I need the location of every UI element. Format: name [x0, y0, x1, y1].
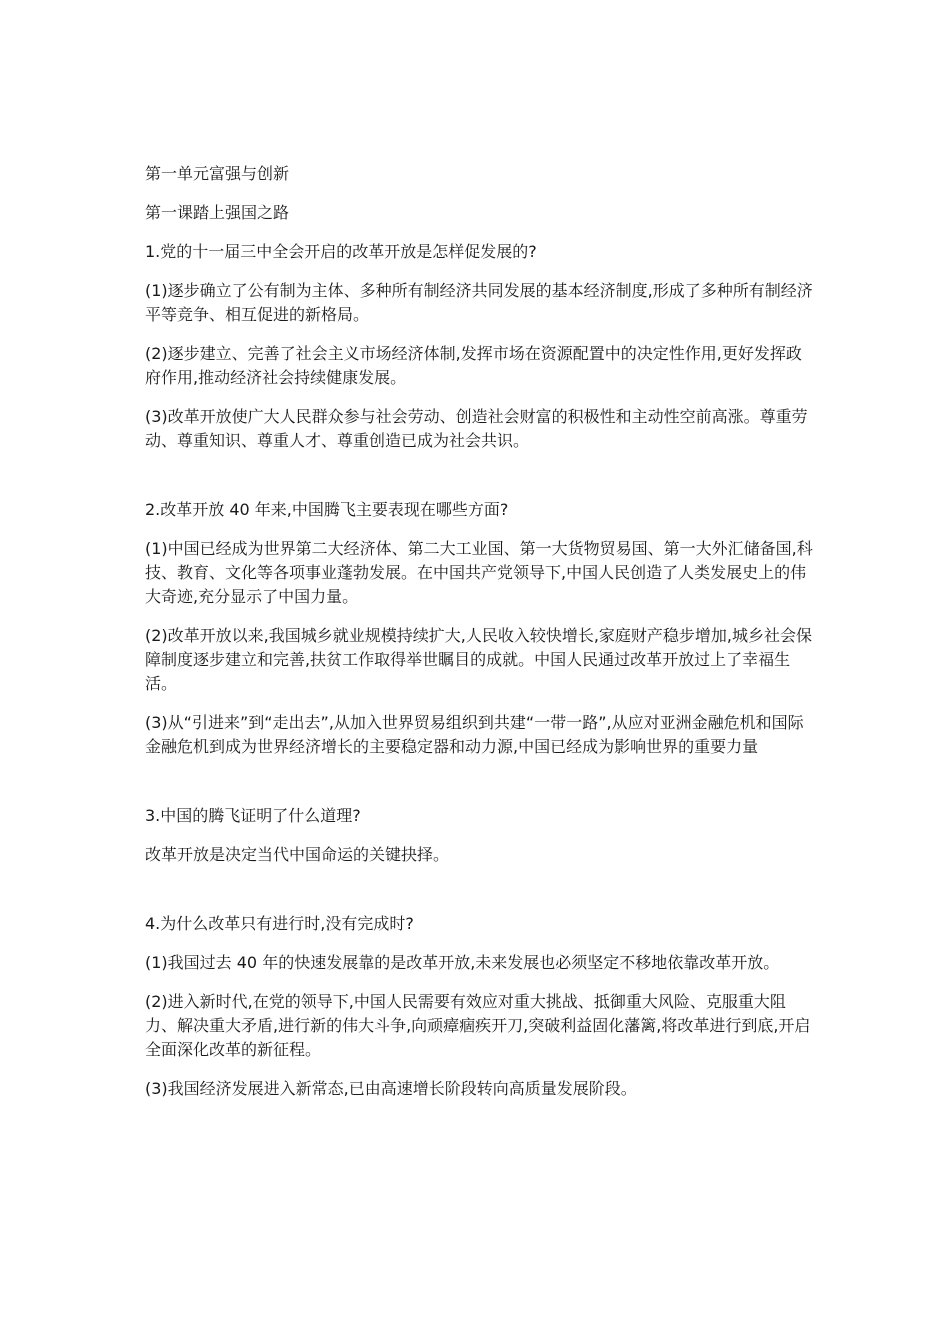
section-gap: [145, 882, 813, 912]
section-gap: [145, 774, 813, 804]
answer-2-2: (2)改革开放以来,我国城乡就业规模持续扩大,人民收入较快增长,家庭财产稳步增加,城乡社会保障制度逐步建立和完善,扶贫工作取得举世瞩目的成就。中国人民通过改革开放过上了幸福生活。: [145, 626, 813, 693]
answer-4-2: (2)进入新时代,在党的领导下,中国人民需要有效应对重大挑战、抵御重大风险、克服重大阻力、解决重大矛盾,进行新的伟大斗争,向顽瘴痼疾开刀,突破利益固化藩篱,将改革进行到底,开启全面深化改革的新征程。: [145, 992, 811, 1059]
question-1: 1.党的十一届三中全会开启的改革开放是怎样促发展的?: [145, 242, 537, 261]
section-gap: [145, 468, 813, 498]
answer-1-1: (1)逐步确立了公有制为主体、多种所有制经济共同发展的基本经济制度,形成了多种所有制经济平等竞争、相互促进的新格局。: [145, 281, 813, 324]
answer-2-1: (1)中国已经成为世界第二大经济体、第二大工业国、第一大货物贸易国、第一大外汇储备国,科技、教育、文化等各项事业蓬勃发展。在中国共产党领导下,中国人民创造了人类发展史上的伟大奇迹,充分显示了中国力量。: [145, 539, 813, 606]
lesson-title: 第一课踏上强国之路: [145, 203, 290, 222]
question-3: 3.中国的腾飞证明了什么道理?: [145, 806, 361, 825]
section-1: [145, 240, 813, 453]
answer-1-2: (2)逐步建立、完善了社会主义市场经济体制,发挥市场在资源配置中的决定性作用,更好发挥政府作用,推动经济社会持续健康发展。: [145, 344, 802, 387]
answer-4-3: (3)我国经济发展进入新常态,已由高速增长阶段转向高质量发展阶段。: [145, 1079, 637, 1098]
answer-3-1: 改革开放是决定当代中国命运的关键抉择。: [145, 845, 450, 864]
answer-1-3: (3)改革开放使广大人民群众参与社会劳动、创造社会财富的积极性和主动性空前高涨。尊重劳动、尊重知识、尊重人才、尊重创造已成为社会共识。: [145, 407, 808, 450]
question-2: 2.改革开放 40 年来,中国腾飞主要表现在哪些方面?: [145, 500, 509, 519]
question-4: 4.为什么改革只有进行时,没有完成时?: [145, 914, 414, 933]
document-body: [145, 162, 813, 1116]
answer-4-1: (1)我国过去 40 年的快速发展靠的是改革开放,未来发展也必须坚定不移地依靠改革开放。: [145, 953, 780, 972]
section-3: [145, 804, 813, 867]
answer-2-3: (3)从“引进来”到“走出去”,从加入世界贸易组织到共建“一带一路”,从应对亚洲金融危机和国际金融危机到成为世界经济增长的主要稳定器和动力源,中国已经成为影响世界的重要力量: [145, 713, 804, 756]
section-4: [145, 912, 813, 1101]
unit-title: 第一单元富强与创新: [145, 164, 290, 183]
section-2: [145, 498, 813, 759]
